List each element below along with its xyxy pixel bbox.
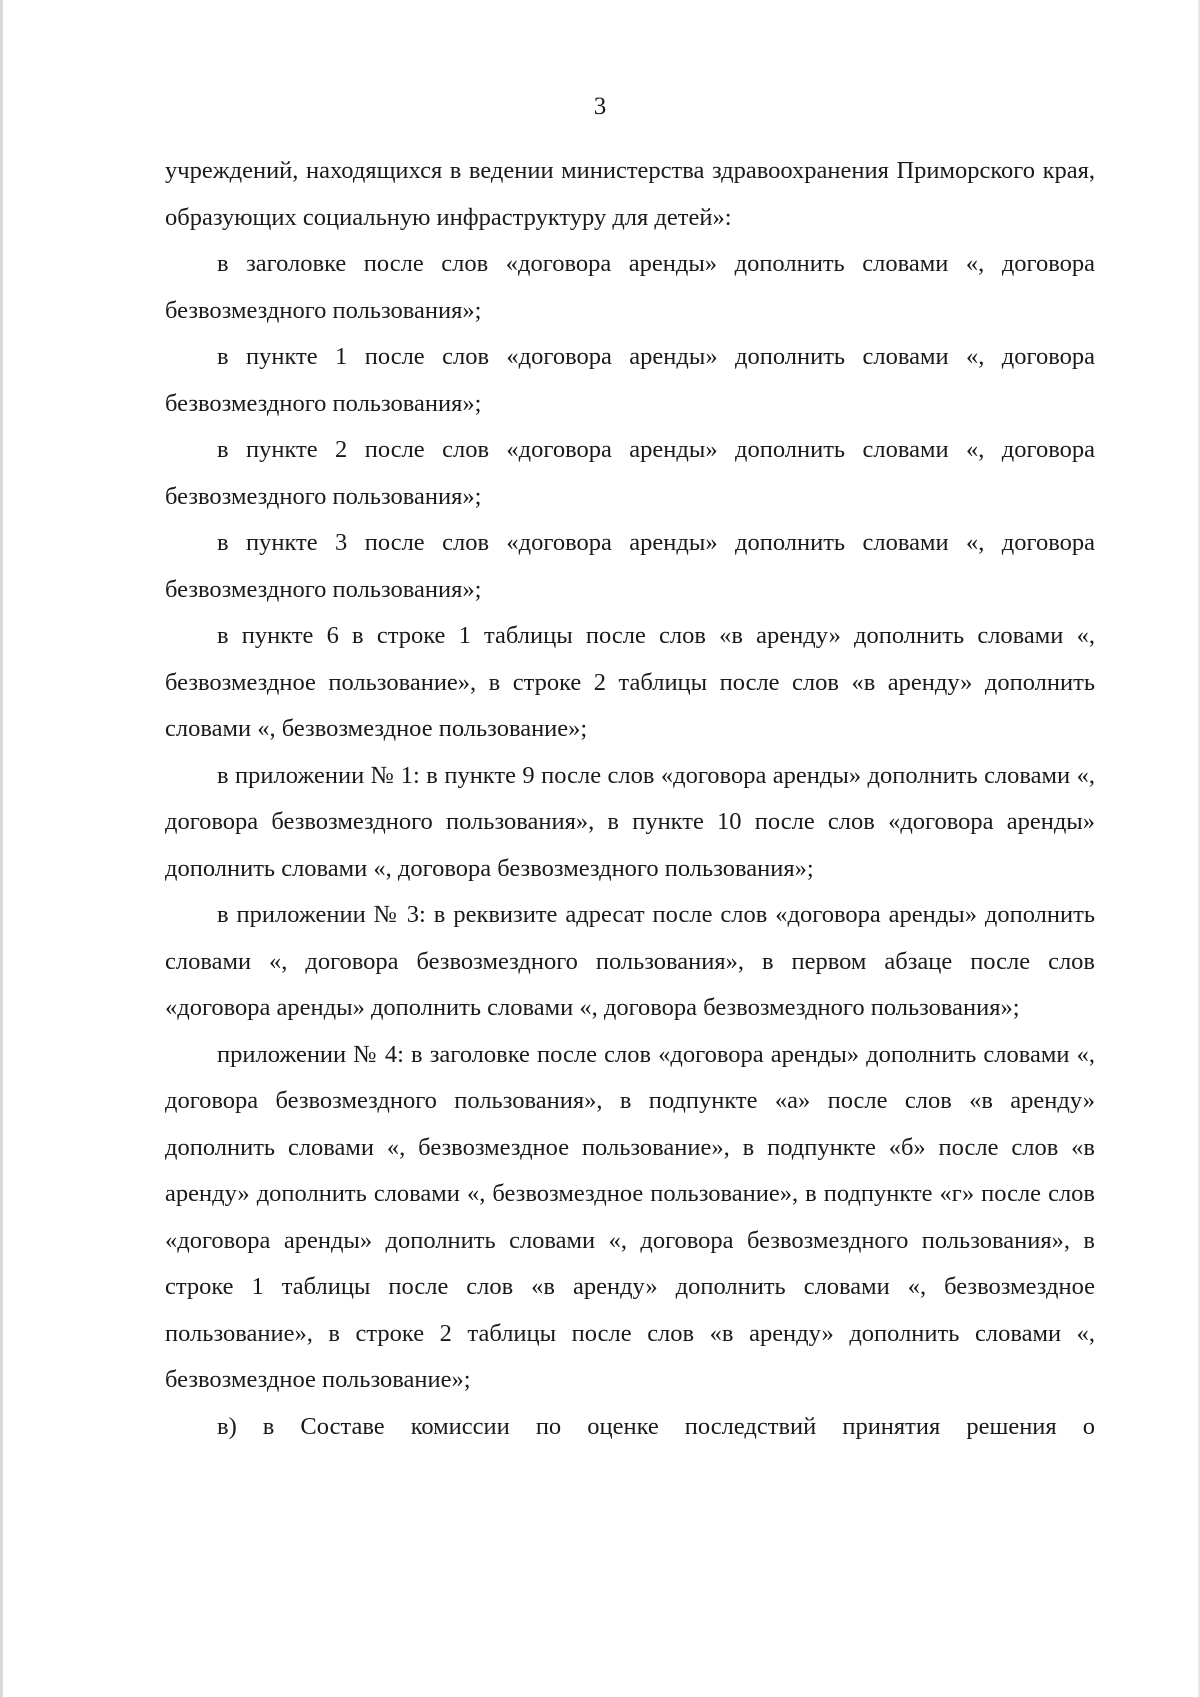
paragraph-item-1-amendment: в пункте 1 после слов «договора аренды» дополнить словами «, договора безвозмездного пользования»; [165, 343, 1095, 417]
paragraph-appendix-1-amendment: в приложении № 1: в пункте 9 после слов «договора аренды» дополнить словами «, договора безвозмездного пользования», в пункте 10 после слов «договора аренды» дополнить словами «, договора безвозмездного пользования»; [165, 761, 1095, 882]
paragraph-item-2-amendment: в пункте 2 после слов «договора аренды» дополнить словами «, договора безвозмездного пользования»; [165, 436, 1095, 510]
paragraph-heading-amendment: в заголовке после слов «договора аренды» дополнить словами «, договора безвозмездного пользования»; [165, 250, 1095, 324]
page-left-edge [0, 0, 3, 1697]
paragraph-item-3-amendment: в пункте 3 после слов «договора аренды» дополнить словами «, договора безвозмездного пользования»; [165, 529, 1095, 603]
paragraph-item-6-amendment: в пункте 6 в строке 1 таблицы после слов «в аренду» дополнить словами «, безвозмездное пользование», в строке 2 таблицы после слов «в аренду» дополнить словами «, безвозмездное пользование»; [165, 622, 1095, 742]
paragraph-commission-composition: в) в Составе комиссии по оценке последствий принятия решения о [217, 1412, 1095, 1440]
paragraph-continuation: учреждений, находящихся в ведении министерства здравоохранения Приморского края, образующих социальную инфраструктуру для детей»: [165, 157, 1095, 231]
paragraph-appendix-3-amendment: в приложении № 3: в реквизите адресат после слов «договора аренды» дополнить словами «, договора безвозмездного пользования», в первом абзаце после слов «договора аренды» дополнить словами «, договора безвозмездного пользования»; [165, 901, 1095, 1021]
document-body [165, 148, 1095, 1450]
paragraph-appendix-4-amendment: приложении № 4: в заголовке после слов «договора аренды» дополнить словами «, договора безвозмездного пользования», в подпункте «а» после слов «в аренду» дополнить словами «, безвозмездное пользование», в подпункте «б» после слов «в аренду» дополнить словами «, безвозмездное пользование», в подпункте «г» после слов «договора аренды» дополнить словами «, договора безвозмездного пользования», в строке 1 таблицы после слов «в аренду» дополнить словами «, безвозмездное пользование», в строке 2 таблицы после слов «в аренду» дополнить словами «, безвозмездное пользование»; [165, 1040, 1095, 1393]
page-number: 3 [593, 93, 607, 120]
